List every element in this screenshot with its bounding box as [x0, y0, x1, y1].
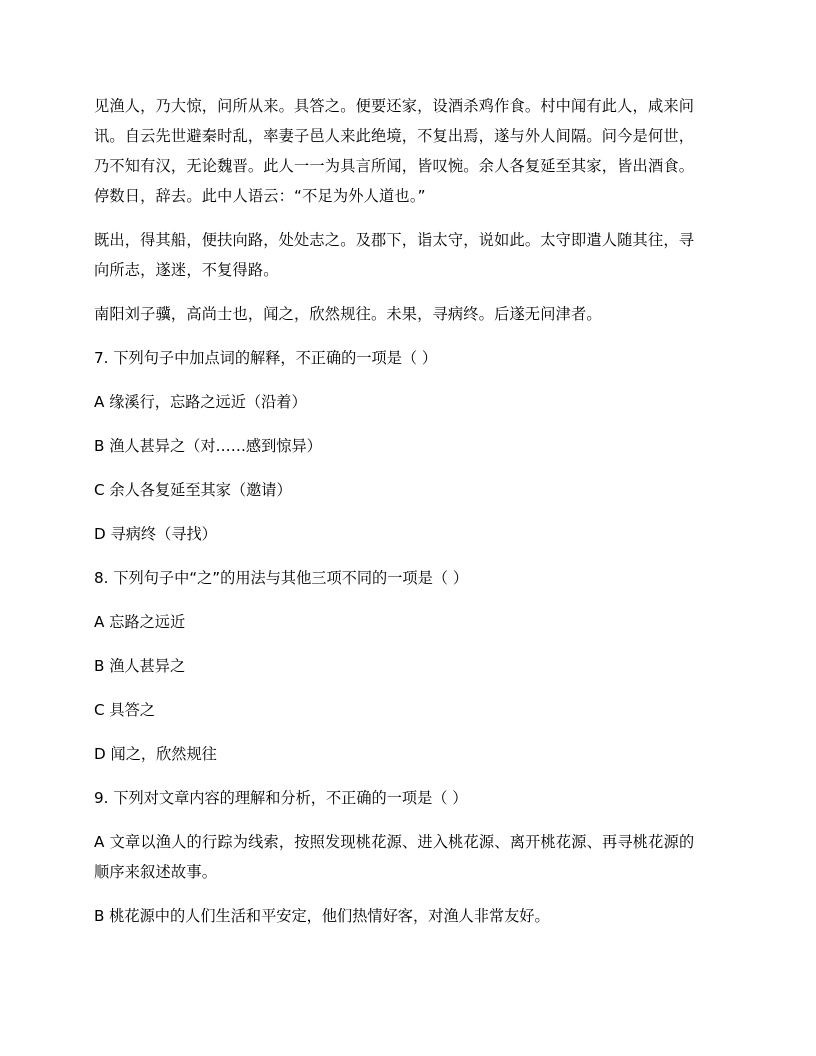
passage-line: 停数日，辞去。此中人语云：“不足为外人道也。”: [94, 187, 426, 205]
passage-paragraph-2: [94, 225, 722, 285]
passage-line: 讯。自云先世避秦时乱，率妻子邑人来此绝境，不复出焉，遂与外人间隔。问今是何世，: [94, 127, 695, 145]
passage-paragraph-1: [94, 91, 722, 211]
question-7-option-c: C 余人各复延至其家（邀请）: [94, 481, 292, 499]
question-8-option-a: A 忘路之远近: [94, 613, 186, 631]
option-line: 顺序来叙述故事。: [94, 863, 218, 881]
question-7-option-d: D 寻病终（寻找）: [94, 525, 217, 543]
passage-line: 向所志，遂迷，不复得路。: [94, 261, 279, 279]
question-9-option-a: [94, 827, 722, 887]
passage-line: 既出，得其船，便扶向路，处处志之。及郡下，诣太守，说如此。太守即遣人随其往，寻: [94, 231, 695, 249]
option-line: A 文章以渔人的行踪为线索，按照发现桃花源、进入桃花源、离开桃花源、再寻桃花源的: [94, 833, 695, 851]
question-8-option-c: C 具答之: [94, 701, 155, 719]
question-7-stem: 7. 下列句子中加点词的解释，不正确的一项是（ ）: [94, 349, 438, 367]
question-7-option-a: A 缘溪行，忘路之远近（沿着）: [94, 393, 307, 411]
document-body: [94, 91, 722, 945]
question-8-option-d: D 闻之，欣然规往: [94, 745, 217, 763]
question-7-option-b: B 渔人甚异之（对……感到惊异）: [94, 437, 322, 455]
passage-line: 乃不知有汉，无论魏晋。此人一一为具言所闻，皆叹惋。余人各复延至其家，皆出酒食。: [94, 157, 695, 175]
question-8-stem: 8. 下列句子中“之”的用法与其他三项不同的一项是（ ）: [94, 569, 469, 587]
passage-line: 见渔人，乃大惊，问所从来。具答之。便要还家，设酒杀鸡作食。村中闻有此人，咸来问: [94, 97, 695, 115]
question-9-stem: 9. 下列对文章内容的理解和分析，不正确的一项是（ ）: [94, 789, 468, 807]
question-9-option-b: B 桃花源中的人们生活和平安定，他们热情好客，对渔人非常友好。: [94, 907, 550, 925]
question-8-option-b: B 渔人甚异之: [94, 657, 186, 675]
passage-line: 南阳刘子骥，高尚士也，闻之，欣然规往。未果，寻病终。后遂无问津者。: [94, 305, 602, 323]
passage-paragraph-3: [94, 299, 722, 329]
